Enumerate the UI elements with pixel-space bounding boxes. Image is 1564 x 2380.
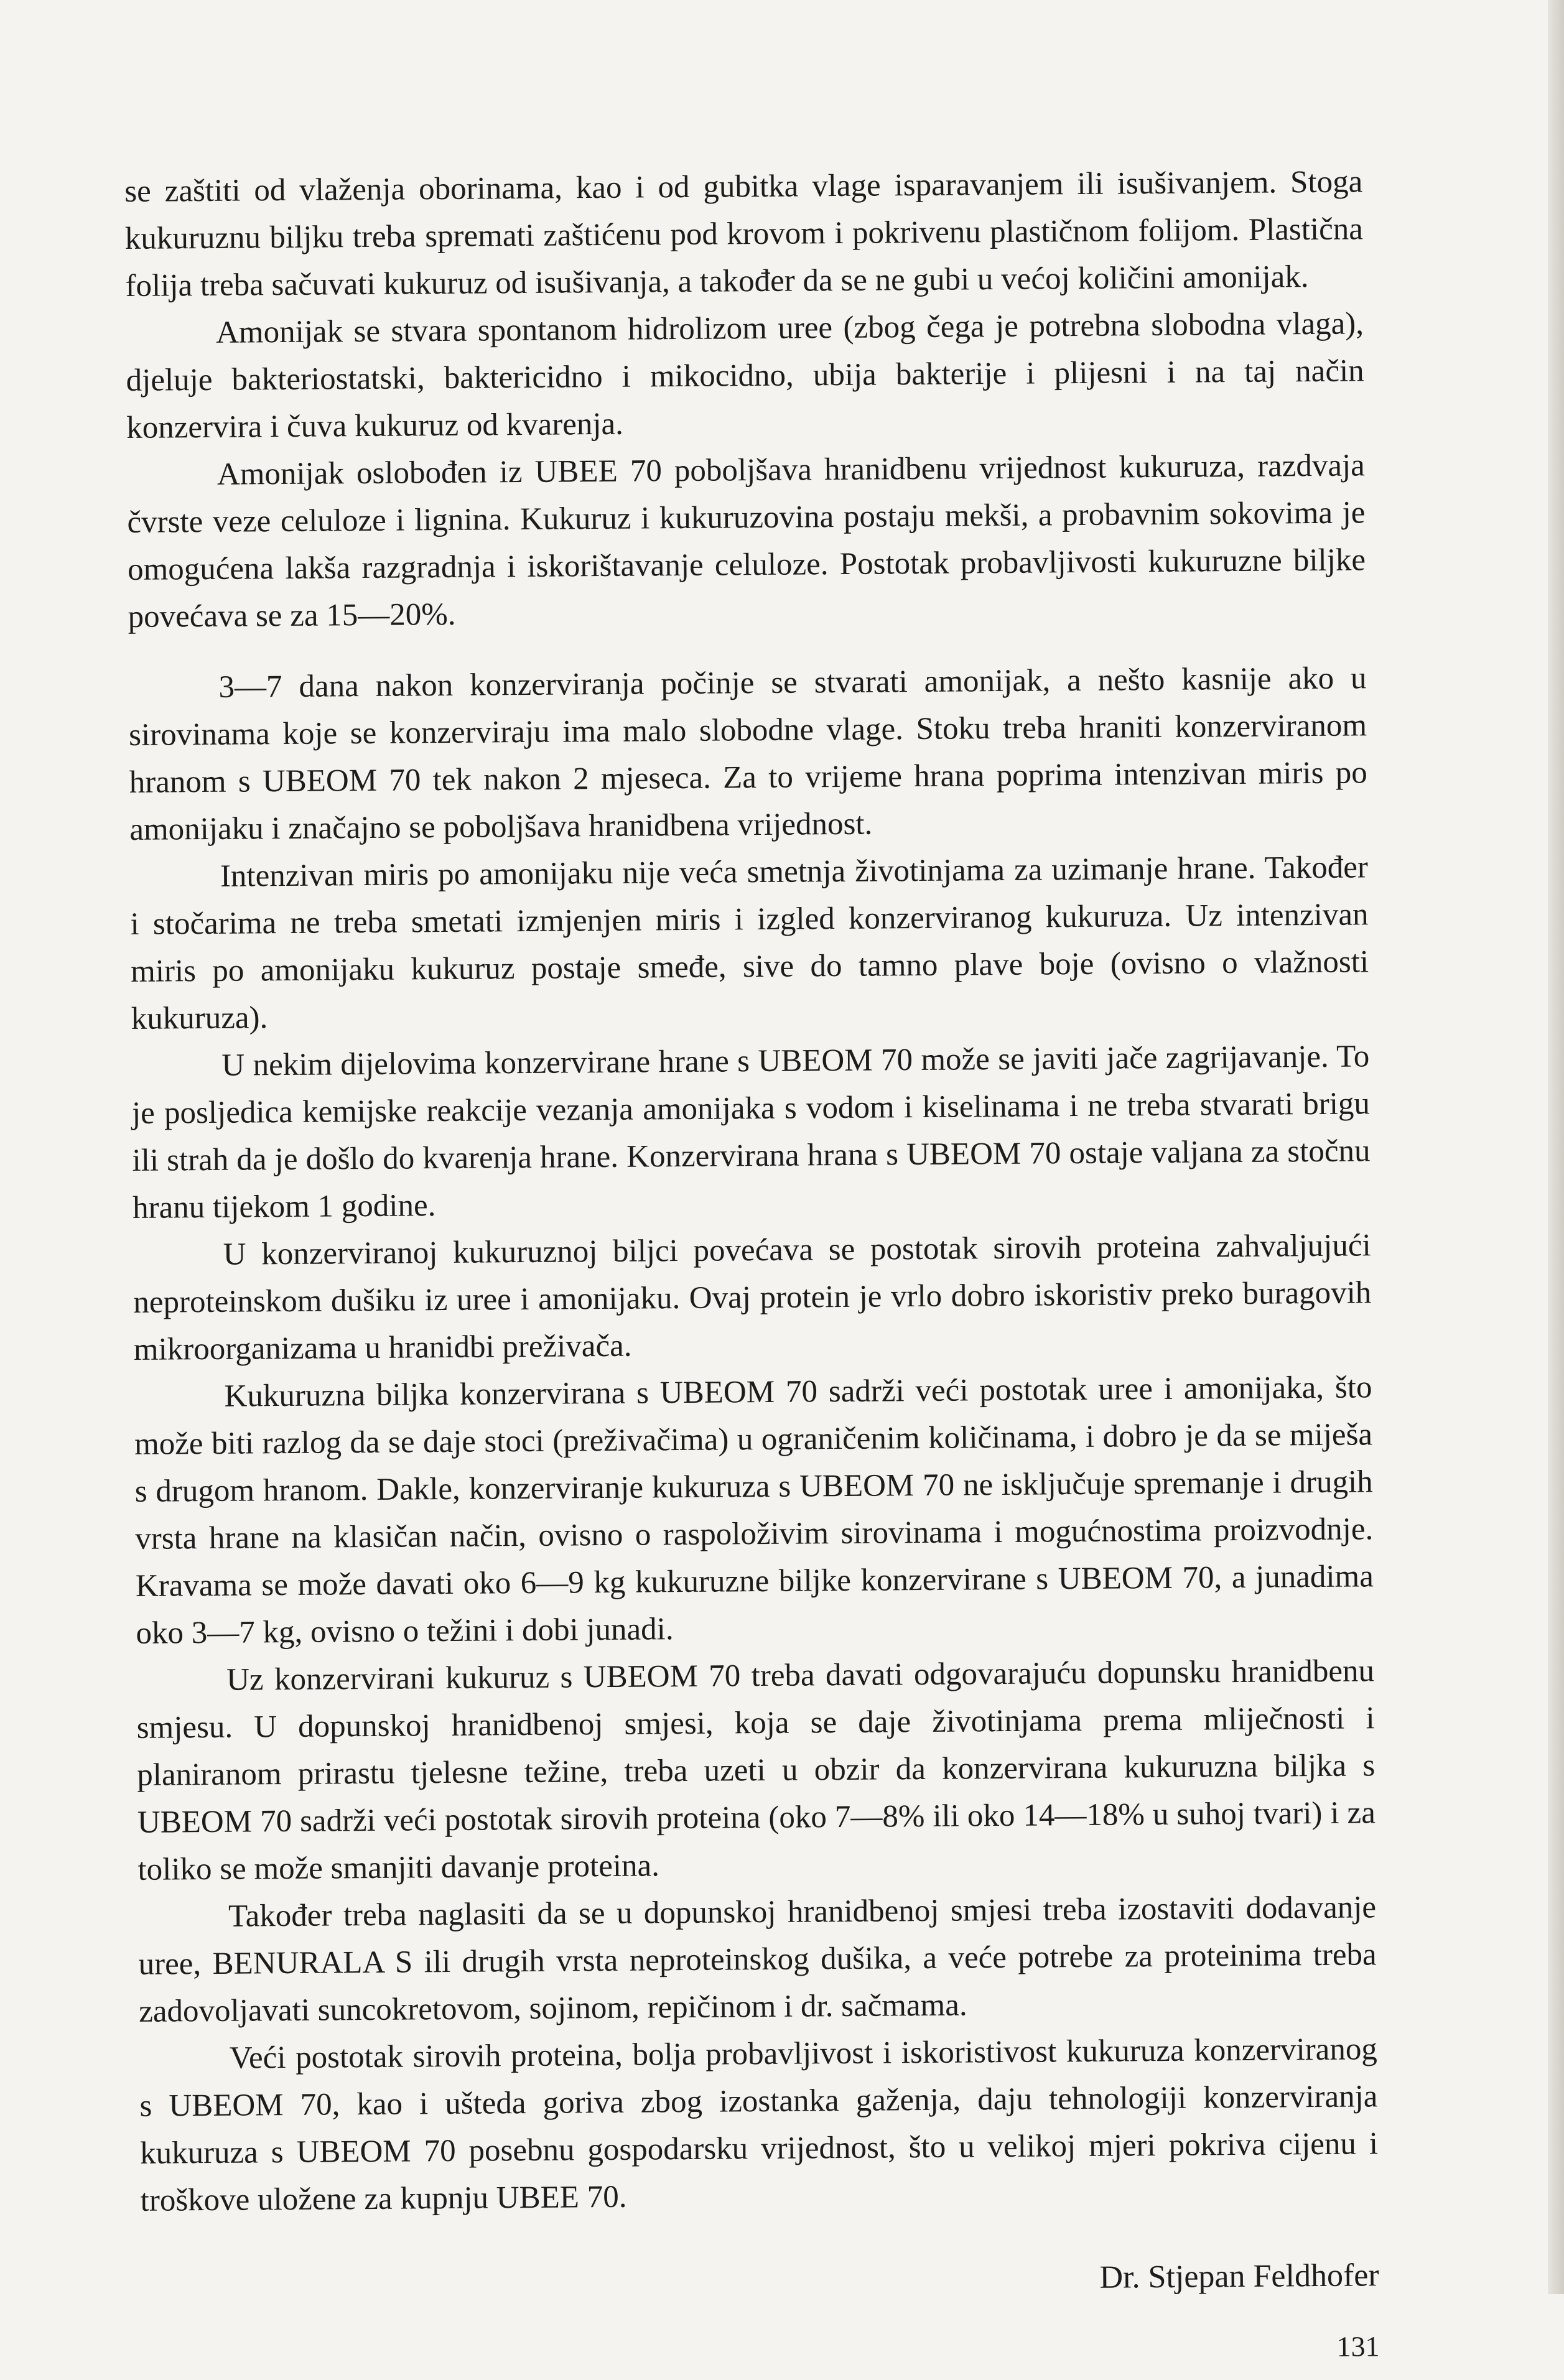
author-signature: Dr. Stjepan Feldhofer — [1099, 2257, 1379, 2295]
paragraph-11: Veći postotak sirovih proteina, bolja probavljivost i iskoristivost kukuruza konzerviranog s UBEOM 70, kao i ušteda goriva zbog izostanka gaženja, daju tehnologiji konzerviranja kukuruza s UBEOM 70 posebnu gospodarsku vrijednost, što u velikoj mjeri pokriva cijenu i troškove uložene za kupnju UBEE 70. — [139, 2032, 1379, 2218]
paragraph-9: Uz konzervirani kukuruz s UBEOM 70 treba davati odgovarajuću dopunsku hranidbenu smjesu. U dopunskoj hranidbenoj smjesi, koja se daje životinjama prema mliječnosti i planiranom prirastu tjelesne težine, treba uzeti u obzir da konzervirana kukuruzna biljka s UBEOM 70 sadrži veći postotak sirovih proteina (oko 7—8% ili oko 14—18% u suhoj tvari) i za toliko se može smanjiti davanje proteina. — [136, 1653, 1376, 1887]
paragraph-5: Intenzivan miris po amonijaku nije veća smetnja životinjama za uzimanje hrane. Također i stočarima ne treba smetati izmjenjen miris i izgled konzerviranog kukuruza. Uz intenzivan miris po amonijaku kukuruz postaje smeđe, sive do tamno plave boje (ovisno o vlažnosti kukuruza). — [130, 850, 1369, 1036]
paragraph-10: Također treba naglasiti da se u dopunskoj hranidbenoj smjesi treba izostaviti dodavanje uree, BENURALA S ili drugih vrsta neproteinskog dušika, a veće potrebe za proteinima treba zadovoljavati suncokretovom, sojinom, repičinom i dr. sačmama. — [138, 1890, 1377, 2029]
paragraph-8: Kukuruzna biljka konzervirana s UBEOM 70 sadrži veći postotak uree i amonijaka, što može biti razlog da se daje stoci (preživačima) u ograničenim količinama, i dobro je da se miješa s drugom hranom. Dakle, konzerviranje kukuruza s UBEOM 70 ne isključuje spremanje i drugih vrsta hrane na klasičan način, ovisno o raspoloživim sirovinama i mogućnostima proizvodnje. Kravama se može davati oko 6—9 kg kukuruzne biljke konzervirane s UBEOM 70, a junadima oko 3—7 kg, ovisno o težini i dobi junadi. — [134, 1370, 1374, 1651]
paragraph-2: Amonijak se stvara spontanom hidrolizom uree (zbog čega je potrebna slobodna vlaga), djeluje bakteriostatski, baktericidno i mikocidno, ubija bakterije i plijesni i na taj način konzervira i čuva kukuruz od kvarenja. — [126, 306, 1364, 445]
paragraph-1: se zaštiti od vlaženja oborinama, kao i od gubitka vlage isparavanjem ili isušivanjem. Stoga kukuruznu biljku treba spremati zaštićenu pod krovom i pokrivenu plastičnom folijom. Plastična folija treba sačuvati kukuruz od isušivanja, a također da se ne gubi u većoj količini amonijak. — [124, 164, 1364, 304]
paragraph-6: U nekim dijelovima konzervirane hrane s UBEOM 70 može se javiti jače zagrijavanje. To je posljedica kemijske reakcije vezanja amonijaka s vodom i kiselinama i ne treba stvarati brigu ili strah da je došlo do kvarenja hrane. Konzervirana hrana s UBEOM 70 ostaje valjana za stočnu hranu tijekom 1 godine. — [131, 1039, 1371, 1225]
document-page — [124, 158, 1380, 2380]
paragraph-3: Amonijak oslobođen iz UBEE 70 poboljšava hranidbenu vrijednost kukuruza, razdvaja čvrste veze celuloze i lignina. Kukuruz i kukuruzovina postaju mekši, a probavnim sokovima je omogućena lakša razgradnja i iskorištavanje celuloze. Postotak probavljivosti kukuruzne biljke povećava se za 15—20%. — [127, 448, 1366, 635]
paragraph-7: U konzerviranoj kukuruznoj biljci povećava se postotak sirovih proteina zahvaljujući neproteinskom dušiku iz uree i amonijaku. Ovaj protein je vrlo dobro iskoristiv preko buragovih mikroorganizama u hranidbi preživača. — [133, 1228, 1372, 1367]
scan-page-edge — [1548, 0, 1564, 2294]
page-number: 131 — [1336, 2330, 1380, 2363]
paragraph-4: 3—7 dana nakon konzerviranja počinje se stvarati amonijak, a nešto kasnije ako u sirovinama koje se konzerviraju ima malo slobodne vlage. Stoku treba hraniti konzerviranom hranom s UBEOM 70 tek nakon 2 mjeseca. Za to vrijeme hrana poprima intenzivan miris po amonijaku i značajno se poboljšava hranidbena vrijednost. — [128, 661, 1367, 847]
